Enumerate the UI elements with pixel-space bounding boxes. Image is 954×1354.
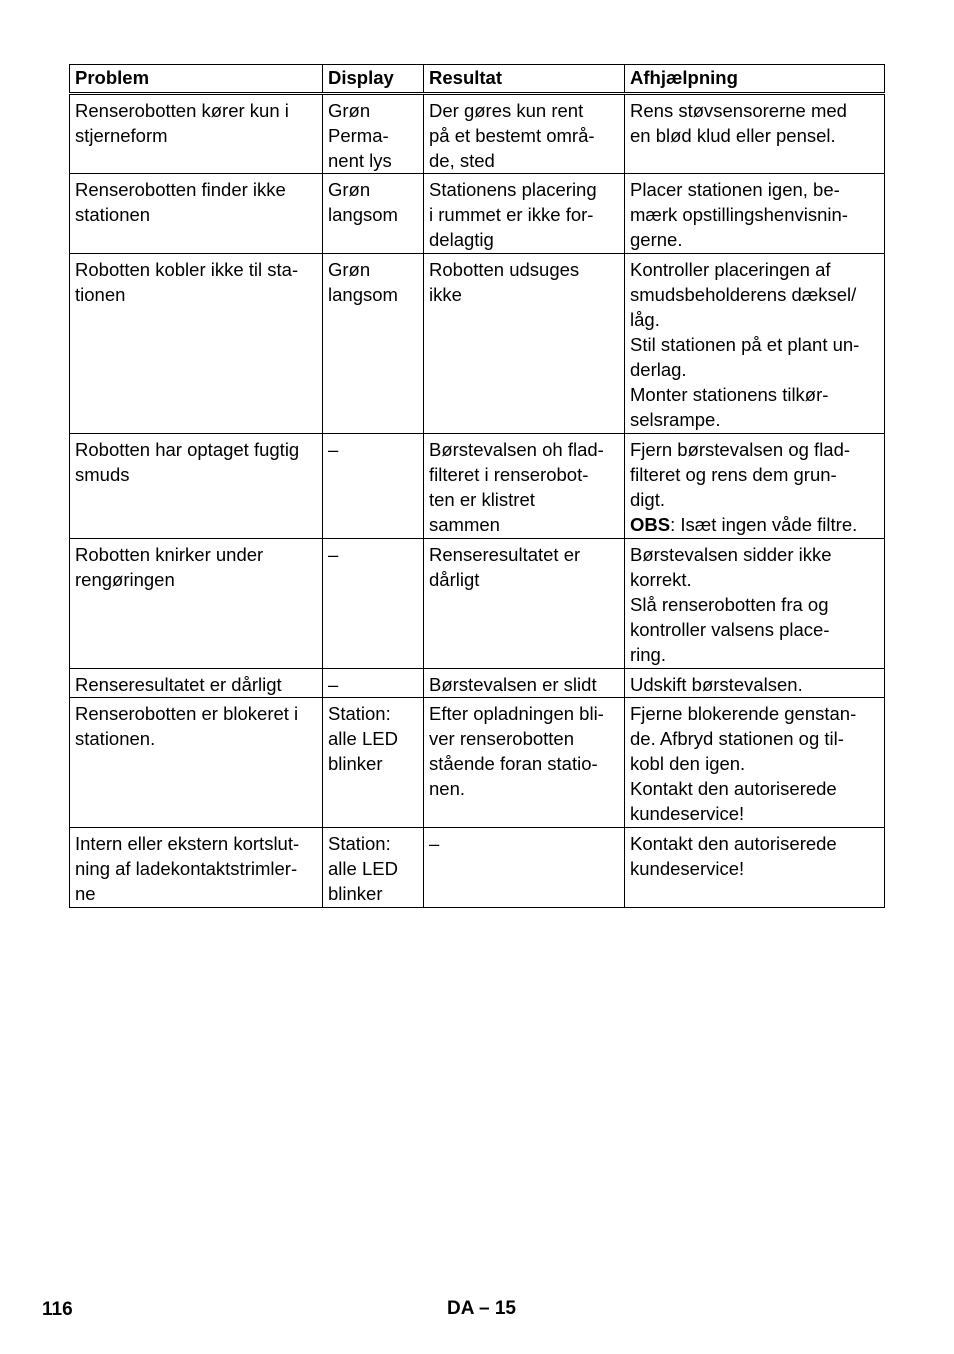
display-cell: Grøn langsom [323,174,424,254]
display-cell: Station: alle LED blinker [323,828,424,908]
troubleshooting-table [69,64,885,908]
table-row [70,434,885,539]
table-row [70,669,885,698]
remedy-cell: Fjerne blokerende genstan- de. Afbryd stationen og til- kobl den igen. Kontakt den autoriserede kundeservice! [625,698,885,828]
header-result: Resultat [424,65,625,94]
remedy-cell: Udskift børstevalsen. [625,669,885,698]
remedy-cell: Kontroller placeringen af smudsbeholderens dæksel/ låg. Stil stationen på et plant un- derlag. Monter stationens tilkør- selsrampe. [625,254,885,434]
remedy-cell: Børstevalsen sidder ikke korrekt. Slå renserobotten fra og kontroller valsens place- ring. [625,539,885,669]
remedy-cell: Rens støvsensorerne med en blød klud eller pensel. [625,94,885,174]
result-cell: Børstevalsen oh flad- filteret i renserobot- ten er klistret sammen [424,434,625,539]
result-cell: Der gøres kun rent på et bestemt områ- de, sted [424,94,625,174]
display-cell: – [323,434,424,539]
remedy-cell [625,434,885,539]
header-display: Display [323,65,424,94]
table-row [70,174,885,254]
table-header-row [70,65,885,94]
section-label: DA – 15 [447,1298,516,1319]
display-cell: Grøn langsom [323,254,424,434]
problem-cell: Robotten knirker under rengøringen [70,539,323,669]
display-cell: Station: alle LED blinker [323,698,424,828]
problem-cell: Intern eller ekstern kortslut- ning af ladekontaktstrimler- ne [70,828,323,908]
result-cell: Efter opladningen bli- ver renserobotten stående foran statio- nen. [424,698,625,828]
display-cell: – [323,669,424,698]
result-cell: Stationens placering i rummet er ikke for- delagtig [424,174,625,254]
remedy-text: Fjern børstevalsen og flad- filteret og rens dem grun- digt. [630,439,851,510]
result-cell: Børstevalsen er slidt [424,669,625,698]
problem-cell: Robotten har optaget fugtig smuds [70,434,323,539]
problem-cell: Renserobotten er blokeret i stationen. [70,698,323,828]
result-cell: – [424,828,625,908]
header-remedy: Afhjælpning [625,65,885,94]
page-number: 116 [42,1299,73,1320]
remedy-cell: Placer stationen igen, be- mærk opstillingshenvisnin- gerne. [625,174,885,254]
remedy-cell: Kontakt den autoriserede kundeservice! [625,828,885,908]
problem-cell: Renseresultatet er dårligt [70,669,323,698]
table-row [70,94,885,174]
table-row [70,254,885,434]
problem-cell: Robotten kobler ikke til sta- tionen [70,254,323,434]
display-cell: Grøn Perma- nent lys [323,94,424,174]
table-row [70,828,885,908]
table-row [70,698,885,828]
header-problem: Problem [70,65,323,94]
problem-cell: Renserobotten finder ikke stationen [70,174,323,254]
obs-label: OBS [630,514,671,535]
table-row [70,539,885,669]
result-cell: Robotten udsuges ikke [424,254,625,434]
problem-cell: Renserobotten kører kun i stjerneform [70,94,323,174]
obs-text: : Isæt ingen våde filtre. [670,514,858,535]
display-cell: – [323,539,424,669]
result-cell: Renseresultatet er dårligt [424,539,625,669]
